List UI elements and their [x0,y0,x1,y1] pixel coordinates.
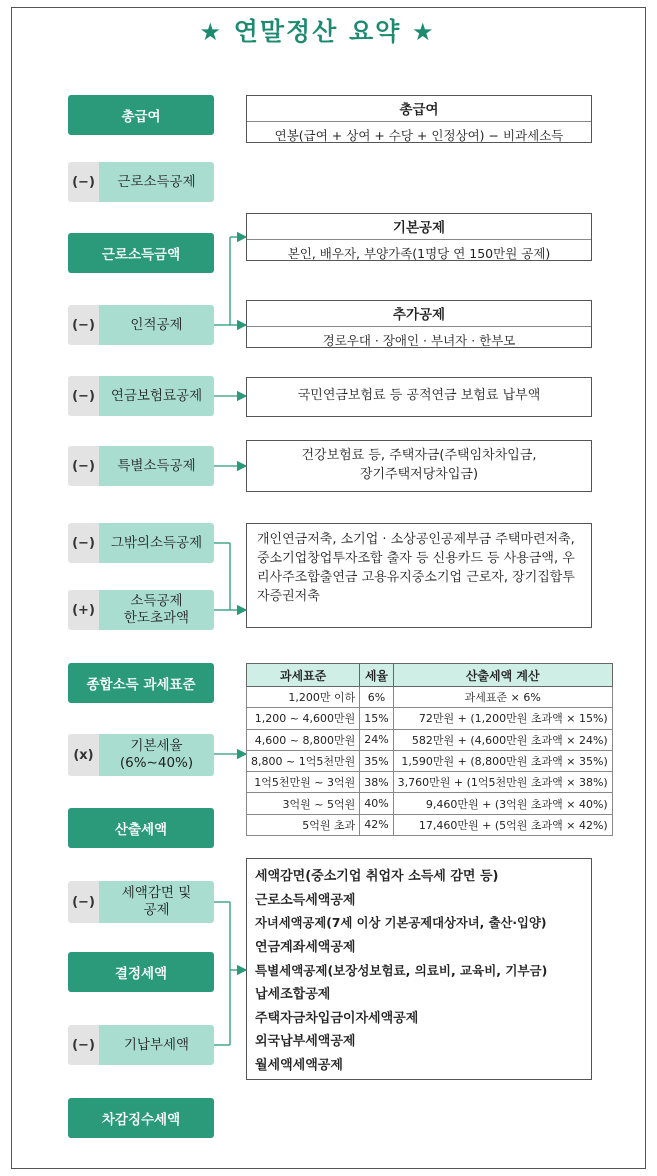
table-header-calc: 산출세액 계산 [393,664,612,687]
additional-deduction-box [246,300,592,348]
table-row [247,814,613,835]
calculated-tax-box: 산출세액 [68,808,214,848]
table-cell: 3,760만원 + (1억5천만원 초과액 × 38%) [393,772,612,793]
op-minus: (−) [68,446,99,486]
earned-income-deduction-box: 근로소득공제 [99,162,214,202]
star-left-icon: ★ [199,18,223,46]
table-cell: 42% [360,814,393,835]
basic-deduction-box [246,213,592,261]
gross-detail-body: 연봉(급여 + 상여 + 수당 + 인정상여) − 비과세소득 [274,128,564,143]
credit-item: 근로소득세액공제 [255,892,356,908]
credit-item: 세액감면(중소기업 취업자 소득세 감면 등) [255,869,499,884]
tax-base-box: 종합소득 과세표준 [68,663,214,703]
special-deduction-box: 특별소득공제 [99,446,214,486]
additional-deduction-header: 추가공제 [247,301,591,327]
op-minus: (−) [68,376,99,416]
op-plus: (+) [68,590,99,630]
title-text: 연말정산 요약 [233,17,402,46]
gross-pay-box: 총급여 [68,95,214,135]
credit-item: 납세조합공제 [255,986,331,1002]
pension-deduction-box: 연금보험료공제 [99,376,214,416]
table-row [247,793,613,814]
table-header-rate: 세율 [360,664,393,687]
table-cell: 72만원 + (1,200만원 초과액 × 15%) [393,708,612,729]
table-row [247,772,613,793]
gross-detail-header: 총급여 [247,96,591,122]
table-cell: 24% [360,729,393,750]
table-cell: 6% [360,687,393,708]
op-multiply: (x) [68,734,99,776]
table-cell: 과세표준 × 6% [393,687,612,708]
basic-rate-box: 기본세율 (6%∼40%) [99,734,214,776]
reductions-box: 세액감면 및 공제 [99,881,214,923]
table-cell: 4,600 ~ 8,800만원 [247,729,360,750]
star-right-icon: ★ [412,18,436,46]
table-cell: 35% [360,750,393,771]
table-row [247,729,613,750]
table-cell: 5억원 초과 [247,814,360,835]
op-minus: (−) [68,162,99,202]
withholding-tax-box: 차감징수세액 [68,1098,214,1138]
credit-item: 월세액세액공제 [255,1057,343,1073]
op-minus: (−) [68,881,99,923]
table-cell: 3억원 ~ 5억원 [247,793,360,814]
gross-detail-box [246,95,592,143]
op-minus: (−) [68,305,99,345]
limit-excess-box: 소득공제 한도초과액 [99,590,214,630]
op-minus: (−) [68,1025,99,1065]
table-cell: 1,200 ~ 4,600만원 [247,708,360,729]
credit-item: 자녀세액공제(7세 이상 기본공제대상자녀, 출산·입양) [255,916,547,931]
personal-deduction-box: 인적공제 [99,305,214,345]
table-cell: 40% [360,793,393,814]
credit-item: 주택자금차입금이자세액공제 [255,1010,419,1026]
table-cell: 8,800 ~ 1억5천만원 [247,750,360,771]
table-cell: 15% [360,708,393,729]
basic-deduction-body: 본인, 배우자, 부양가족(1명당 연 150만원 공제) [287,246,551,261]
basic-deduction-header: 기본공제 [247,214,591,240]
credit-item: 특별세액공제(보장성보험료, 의료비, 교육비, 기부금) [255,963,548,979]
prepaid-tax-box: 기납부세액 [99,1025,214,1065]
table-row [247,687,613,708]
table-cell: 38% [360,772,393,793]
op-minus: (−) [68,523,99,563]
determined-tax-box: 결정세액 [68,952,214,992]
table-row [247,750,613,771]
table-cell: 17,460만원 + (5억원 초과액 × 42%) [393,814,612,835]
tax-credits-box [246,858,592,1080]
table-cell: 9,460만원 + (3억원 초과액 × 40%) [393,793,612,814]
other-deduction-box: 그밖의소득공제 [99,523,214,563]
table-header-row [247,664,613,687]
table-cell: 1억5천만원 ~ 3억원 [247,772,360,793]
credit-item: 외국납부세액공제 [255,1034,356,1050]
table-row [247,708,613,729]
additional-deduction-body: 경로우대 · 장애인 · 부녀자 · 한부모 [322,333,516,348]
tax-rate-table [246,663,613,836]
table-cell: 1,200만 이하 [247,687,360,708]
table-header-base: 과세표준 [247,664,360,687]
other-detail-box: 개인연금저축, 소기업 · 소상공인공제부금 주택마련저축, 중소기업창업투자조합 출자 등 신용카드 등 사용금액, 우리사주조합출연금 고용유지중소기업 근로자, 장기집합투자증권저축 [246,523,592,628]
earned-income-amount-box: 근로소득금액 [68,233,214,273]
credit-item: 연금계좌세액공제 [255,939,356,955]
table-cell: 582만원 + (4,600만원 초과액 × 24%) [393,729,612,750]
table-cell: 1,590만원 + (8,800만원 초과액 × 35%) [393,750,612,771]
pension-detail-box: 국민연금보험료 등 공적연금 보험료 납부액 [246,377,592,417]
special-detail-box: 건강보험료 등, 주택자금(주택임차차입금, 장기주택저당차입금) [246,440,592,492]
